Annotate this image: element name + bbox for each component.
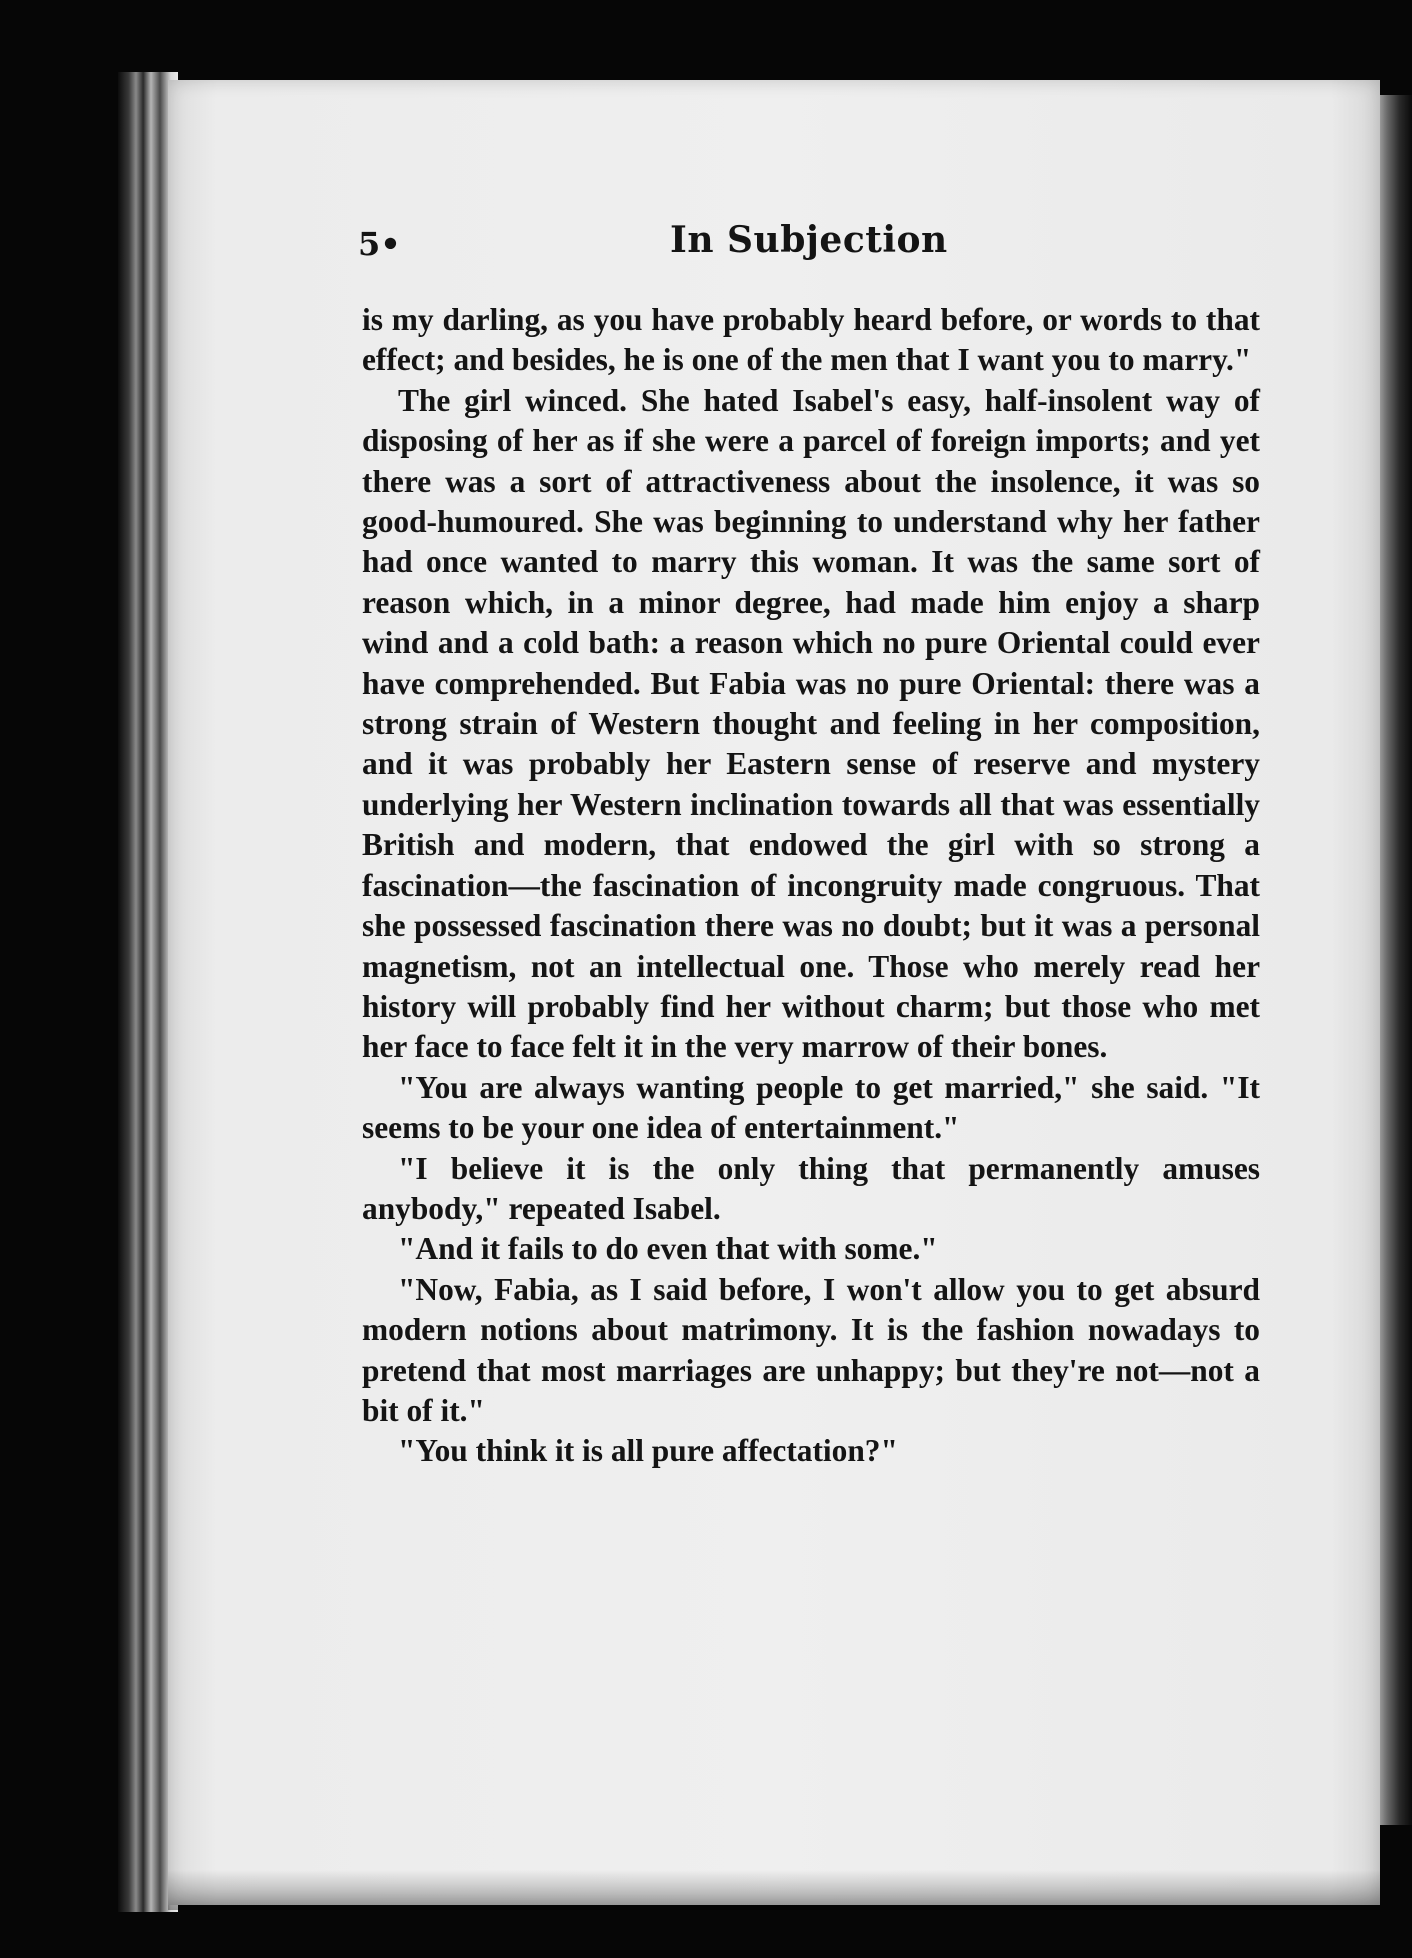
paragraph: "I believe it is the only thing that permanently amuses anybody," repeated Isabel. bbox=[362, 1150, 1260, 1226]
paragraph-continuation: is my darling, as you have probably heard before, or words to that effect; and besides, he is one of the men that I want you to marry." bbox=[362, 302, 1260, 378]
page-number: 5• bbox=[358, 225, 401, 263]
paragraph: "Now, Fabia, as I said before, I won't allow you to get absurd modern notions about matrimony. It is the fashion nowadays to pretend that most marriages are unhappy; but they're not—not a bit of it." bbox=[362, 1271, 1260, 1428]
running-head: In Subjection bbox=[670, 219, 948, 261]
paragraph: "You are always wanting people to get married," she said. "It seems to be your one idea of entertainment." bbox=[362, 1069, 1260, 1146]
body-text bbox=[362, 300, 1260, 1472]
page-header bbox=[358, 219, 1258, 275]
paragraph: The girl winced. She hated Isabel's easy, half-insolent way of disposing of her as if she were a parcel of foreign imports; and yet there was a sort of attractiveness about the insolence, it was so good-humoured. She was beginning to understand why her father had once wanted to marry this woman. It was the same sort of reason which, in a minor degree, had made him enjoy a sharp wind and a cold bath: a reason which no pure Oriental could ever have comprehended. But Fabia was no pure Oriental: there was a strong strain of Western thought and feeling in her composition, and it was probably her Eastern sense of reserve and mystery underlying her Western inclination towards all that was essentially British and modern, that endowed the girl with so strong a fascination—the fascination of incongruity made congruous. That she possessed fascination there was no doubt; but it was a personal magnetism, not an intellectual one. Those who merely read her history will probably find her without charm; but those who met her face to face felt it in the very marrow of their bones. bbox=[362, 382, 1260, 1065]
page-bottom-shadow bbox=[168, 1870, 1380, 1910]
paragraph: "You think it is all pure affectation?" bbox=[398, 1433, 898, 1469]
paragraph: "And it fails to do even that with some." bbox=[398, 1231, 938, 1267]
